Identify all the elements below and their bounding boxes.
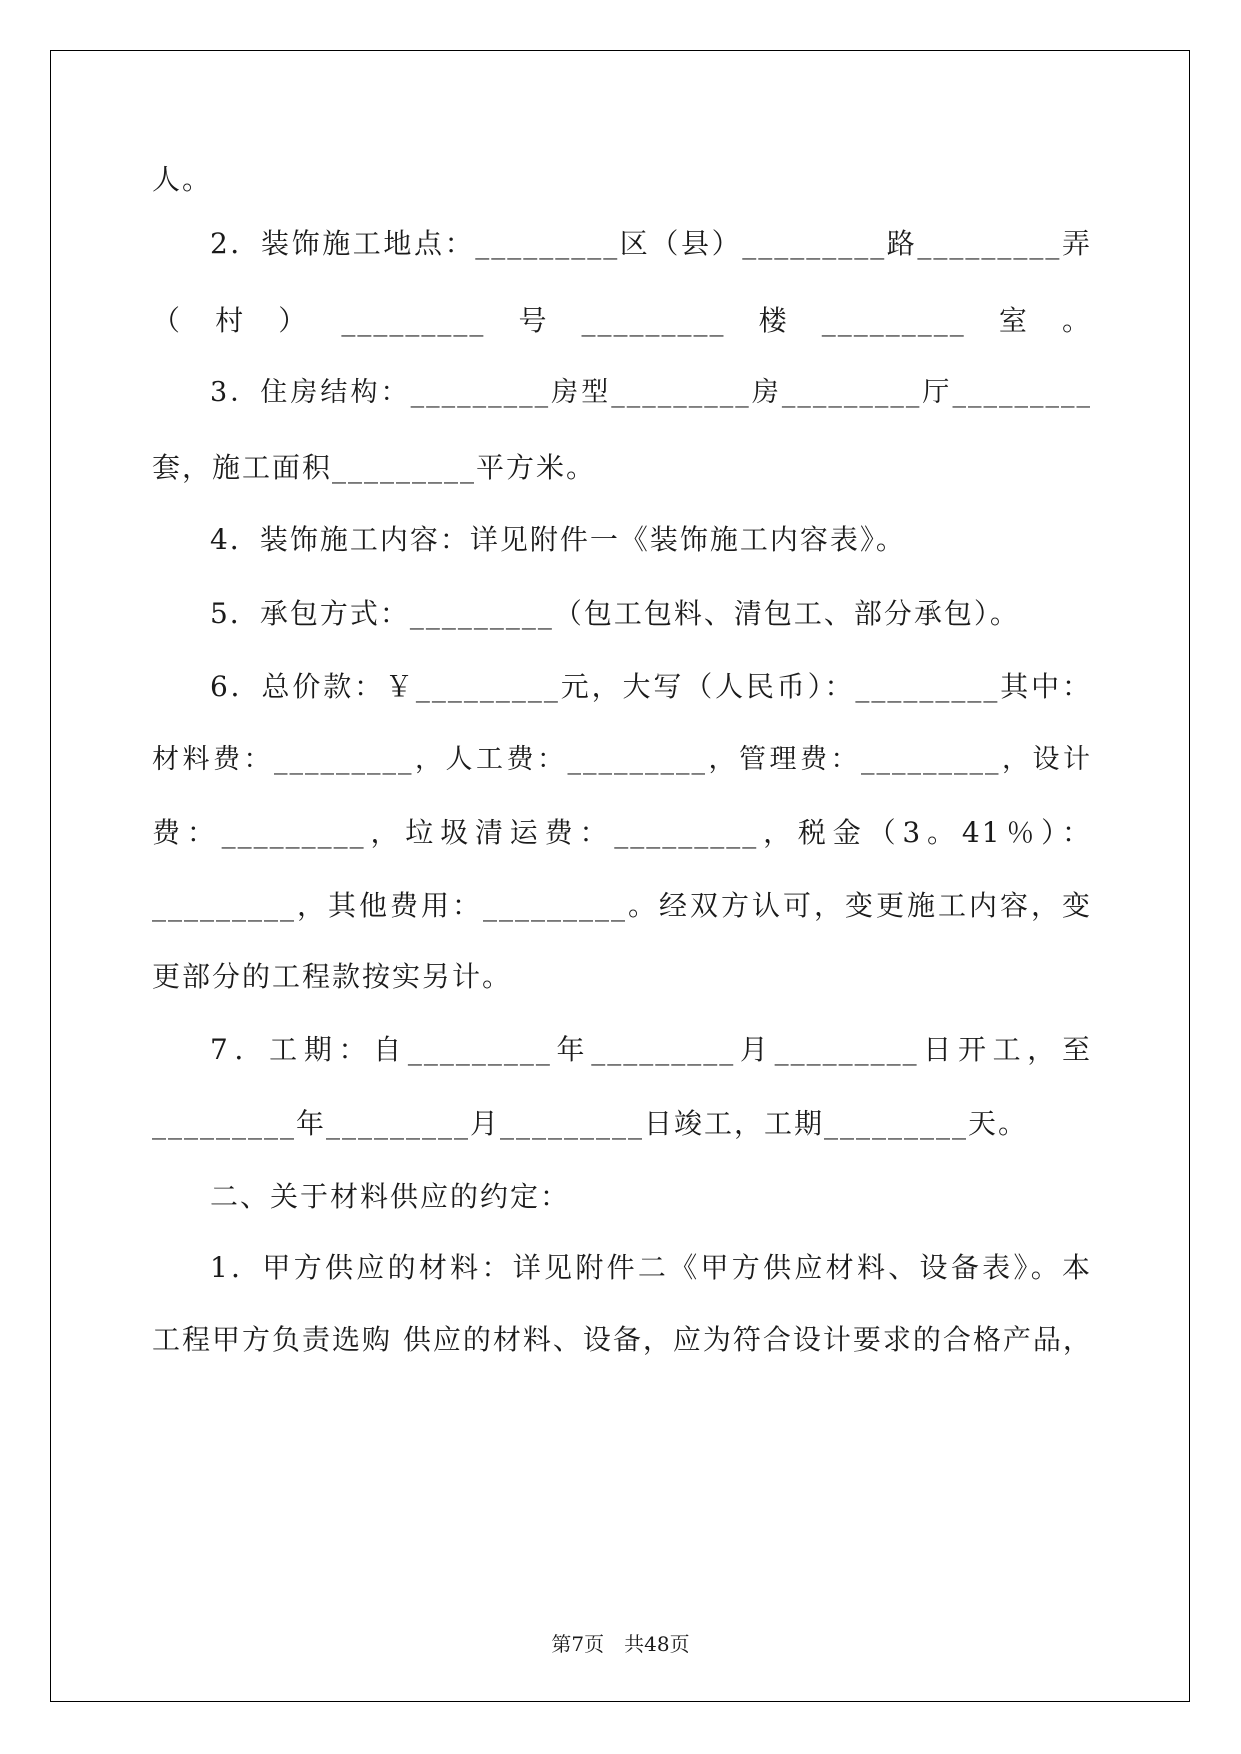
text-line-12: 更部分的工程款按实另计。	[152, 960, 513, 993]
text-line-10: 费：_________，垃圾清运费：_________，税金（3。41％）：	[152, 816, 1092, 849]
text-line-4: 3．住房结构：_________房型_________房_________厅_________	[210, 377, 1092, 408]
text-line-3: （村）_________号_________楼_________室。	[152, 304, 1092, 337]
text-line-5: 套，施工面积_________平方米。	[152, 451, 597, 484]
text-line-1: 人。	[152, 163, 213, 196]
text-line-16: 1．甲方供应的材料：详见附件二《甲方供应材料、设备表》。本	[210, 1251, 1092, 1284]
text-line-17: 工程甲方负责选购 供应的材料、设备，应为符合设计要求的合格产品，	[152, 1323, 1093, 1356]
text-line-8: 6．总价款：￥_________元，大写（人民币）：_________其中：	[210, 670, 1092, 703]
page-border	[50, 50, 1190, 1702]
text-line-15: 二、关于材料供应的约定：	[210, 1180, 571, 1213]
text-line-11: _________，其他费用：_________。经双方认可，变更施工内容，变	[152, 889, 1092, 922]
text-line-2: 2．装饰施工地点：_________区（县）_________路_________弄	[210, 227, 1092, 260]
page-footer: 第7页 共48页	[551, 1632, 690, 1656]
text-line-13: 7．工期：自_________年_________月_________日开工，至	[210, 1033, 1092, 1066]
text-line-7: 5．承包方式：_________（包工包料、清包工、部分承包）。	[210, 597, 1020, 630]
text-line-9: 材料费：_________，人工费：_________，管理费：_________，设计	[152, 744, 1092, 775]
text-line-14: _________年_________月_________日竣工，工期_________天。	[152, 1107, 1029, 1140]
text-line-6: 4．装饰施工内容：详见附件一《装饰施工内容表》。	[210, 523, 906, 556]
